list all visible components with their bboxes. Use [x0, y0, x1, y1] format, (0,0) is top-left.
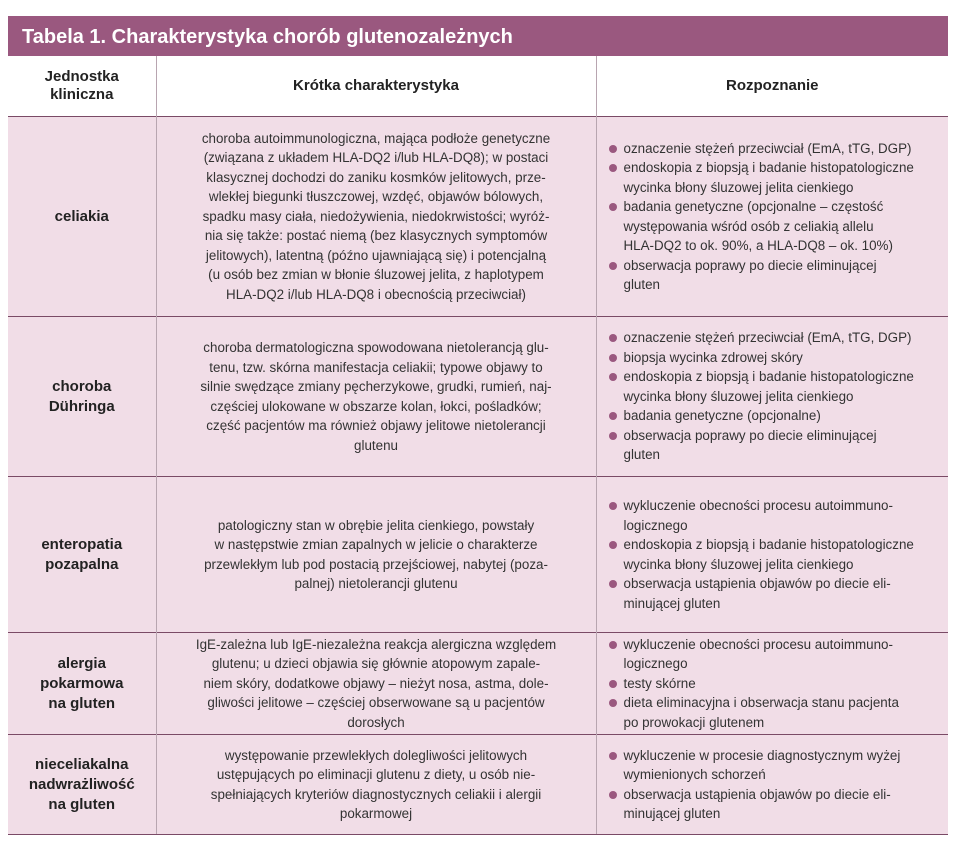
- bullet-icon: [609, 541, 617, 549]
- bullet-icon: [609, 752, 617, 760]
- diagnosis-list: [609, 746, 939, 824]
- description-line: choroba autoimmunologiczna, mająca podłoże genetyczne: [201, 130, 551, 146]
- diagnosis-line: gluten: [623, 277, 660, 292]
- unit-line: na gluten: [48, 694, 116, 712]
- bullet-icon: [609, 699, 617, 707]
- diagnosis-item: [609, 197, 939, 256]
- disease-table: [8, 56, 948, 835]
- diagnosis-line: oznaczenie stężeń przeciwciał (EmA, tTG, DGP): [623, 330, 912, 346]
- description-line: spadku masy ciała, niedożywienia, niedokrwistości; wyróż-: [202, 208, 550, 224]
- unit-cell: [8, 117, 156, 317]
- description-line: gliwości jelitowe – częściej obserwowane są u pacjentów: [207, 695, 545, 711]
- bullet-icon: [609, 145, 617, 153]
- unit-line: alergia: [57, 654, 106, 672]
- diagnosis-line: badania genetyczne (opcjonalne – częstość: [623, 199, 884, 214]
- diagnosis-item: [609, 746, 939, 785]
- diagnosis-item: [609, 256, 939, 295]
- diagnosis-item: [609, 496, 939, 535]
- description-line: klasycznej dochodzi do zaniku kosmków jelitowych, prze-: [206, 169, 546, 185]
- bullet-icon: [609, 334, 617, 342]
- diagnosis-line: logicznego: [623, 656, 688, 672]
- unit-line: nieceliakalna: [35, 755, 129, 773]
- diagnosis-line: oznaczenie stężeń przeciwciał (EmA, tTG, DGP): [623, 140, 912, 156]
- description-line: część pacjentów ma również objawy jelitowe nietolerancji: [206, 418, 546, 433]
- description-line: HLA-DQ2 i/lub HLA-DQ8 i obecnością przeciwciał): [226, 286, 526, 302]
- unit-line: Dühringa: [48, 397, 115, 415]
- diagnosis-item: [609, 674, 939, 694]
- diagnosis-line: wymienionych schorzeń: [623, 767, 766, 782]
- description-cell: [156, 317, 596, 477]
- diagnosis-item: [609, 693, 939, 732]
- description-line: spełniających kryteriów diagnostycznych celiakii i alergii: [210, 786, 542, 802]
- unit-line: choroba: [52, 377, 112, 395]
- description-line: glutenu: [354, 437, 398, 453]
- diagnosis-line: po prowokacji glutenem: [623, 714, 765, 730]
- diagnosis-item: [609, 406, 939, 426]
- diagnosis-line: obserwacja poprawy po diecie eliminującej: [623, 257, 877, 273]
- table-row: [8, 117, 948, 317]
- bullet-icon: [609, 262, 617, 270]
- description-line: patologiczny stan w obrębie jelita cienkiego, powstały: [217, 517, 535, 533]
- description-line: ustępujących po eliminacji glutenu z diety, u osób nie-: [216, 767, 536, 782]
- bullet-icon: [609, 373, 617, 381]
- diagnosis-line: obserwacja poprawy po diecie eliminującej: [623, 427, 877, 443]
- header-diagnosis: Rozpoznanie: [596, 56, 948, 117]
- bullet-icon: [609, 164, 617, 172]
- unit-cell: [8, 477, 156, 633]
- description-line: IgE-zależna lub IgE-niezależna reakcja alergiczna względem: [195, 636, 557, 652]
- bullet-icon: [609, 502, 617, 510]
- diagnosis-item: [609, 785, 939, 824]
- description-cell: [156, 633, 596, 735]
- description-line: nia się także: postać niemą (bez klasycznych symptomów: [204, 228, 548, 244]
- bullet-icon: [609, 580, 617, 588]
- bullet-icon: [609, 641, 617, 649]
- diagnosis-list: [609, 496, 939, 613]
- unit-line: nadwrażliwość: [28, 775, 135, 793]
- diagnosis-line: wycinka błony śluzowej jelita cienkiego: [623, 179, 854, 195]
- table-container: [8, 16, 948, 835]
- diagnosis-line: biopsja wycinka zdrowej skóry: [623, 349, 803, 365]
- description-cell: [156, 735, 596, 835]
- description-line: glutenu; u dzieci objawia się głównie atopowym zapale-: [211, 656, 541, 672]
- table-title: Tabela 1. Charakterystyka chorób glutenozależnych: [8, 16, 948, 56]
- diagnosis-line: endoskopia z biopsją i badanie histopatologiczne: [623, 369, 914, 385]
- diagnosis-line: dieta eliminacyjna i obserwacja stanu pacjenta: [623, 695, 899, 711]
- description-line: tenu, tzw. skórna manifestacja celiakii; typowe objawy to: [209, 359, 543, 375]
- description-line: dorosłych: [347, 714, 405, 730]
- diagnosis-list: [609, 328, 939, 465]
- diagnosis-line: obserwacja ustąpienia objawów po diecie eli-: [623, 576, 891, 591]
- bullet-icon: [609, 680, 617, 688]
- diagnosis-line: logicznego: [623, 517, 688, 533]
- bullet-icon: [609, 432, 617, 440]
- unit-line: pozapalna: [45, 555, 119, 573]
- description-line: wlekłej biegunki tłuszczowej, wzdęć, objawów bólowych,: [208, 189, 544, 205]
- description-line: niem skóry, dodatkowe objawy – nieżyt nosa, astma, dole-: [203, 675, 549, 691]
- bullet-icon: [609, 412, 617, 420]
- description-line: (związana z układem HLA-DQ2 i/lub HLA-DQ8); w postaci: [203, 150, 549, 166]
- description-line: (u osób bez zmian w błonie śluzowej jelita, z haplotypem: [208, 267, 544, 283]
- bullet-icon: [609, 203, 617, 211]
- diagnosis-line: badania genetyczne (opcjonalne): [623, 408, 821, 424]
- description-line: przewlekłym lub pod postacią przejściowej, nabytej (poza-: [204, 556, 548, 572]
- diagnosis-line: gluten: [623, 447, 660, 463]
- diagnosis-item: [609, 367, 939, 406]
- description-cell: [156, 477, 596, 633]
- diagnosis-cell: [596, 735, 948, 835]
- description-line: silnie swędzące zmiany pęcherzykowe, grudki, rumień, naj-: [200, 379, 552, 394]
- header-unit: [8, 56, 156, 117]
- diagnosis-item: [609, 426, 939, 465]
- diagnosis-line: HLA-DQ2 to ok. 90%, a HLA-DQ8 – ok. 10%): [623, 238, 893, 253]
- description-line: jelitowych), latentną (późno ujawniającą się) i potencjalną: [205, 247, 547, 263]
- description-line: w następstwie zmian zapalnych w jelicie o charakterze: [214, 537, 538, 552]
- unit-line: na gluten: [48, 795, 116, 813]
- diagnosis-item: [609, 348, 939, 368]
- header-unit-line: kliniczna: [50, 86, 114, 103]
- table-body: [8, 117, 948, 835]
- description-line: występowanie przewlekłych dolegliwości jelitowych: [224, 747, 528, 763]
- description-line: palnej) nietolerancji glutenu: [294, 576, 458, 591]
- diagnosis-cell: [596, 633, 948, 735]
- header-unit-line: Jednostka: [44, 68, 119, 85]
- unit-cell: [8, 735, 156, 835]
- unit-cell: [8, 633, 156, 735]
- diagnosis-line: minującej gluten: [623, 595, 721, 611]
- diagnosis-line: endoskopia z biopsją i badanie histopatologiczne: [623, 537, 914, 552]
- table-row: [8, 477, 948, 633]
- diagnosis-item: [609, 574, 939, 613]
- diagnosis-line: wycinka błony śluzowej jelita cienkiego: [623, 556, 854, 572]
- header-row: [8, 56, 948, 117]
- diagnosis-cell: [596, 117, 948, 317]
- bullet-icon: [609, 354, 617, 362]
- description-line: choroba dermatologiczna spowodowana nietolerancją glu-: [203, 340, 549, 355]
- diagnosis-item: [609, 139, 939, 159]
- table-row: [8, 735, 948, 835]
- diagnosis-line: testy skórne: [623, 675, 696, 691]
- diagnosis-line: wykluczenie w procesie diagnostycznym wyżej: [623, 747, 901, 763]
- table-row: [8, 633, 948, 735]
- diagnosis-item: [609, 328, 939, 348]
- diagnosis-list: [609, 635, 939, 733]
- diagnosis-cell: [596, 477, 948, 633]
- diagnosis-line: występowania wśród osób z celiakią allelu: [623, 218, 874, 234]
- diagnosis-item: [609, 535, 939, 574]
- unit-cell: [8, 317, 156, 477]
- diagnosis-cell: [596, 317, 948, 477]
- table-row: [8, 317, 948, 477]
- header-description: Krótka charakterystyka: [156, 56, 596, 117]
- description-cell: [156, 117, 596, 317]
- diagnosis-item: [609, 158, 939, 197]
- description-line: pokarmowej: [339, 806, 413, 821]
- diagnosis-line: obserwacja ustąpienia objawów po diecie eli-: [623, 786, 891, 802]
- diagnosis-line: wycinka błony śluzowej jelita cienkiego: [623, 388, 854, 404]
- diagnosis-list: [609, 139, 939, 295]
- diagnosis-line: endoskopia z biopsją i badanie histopatologiczne: [623, 160, 914, 175]
- unit-line: pokarmowa: [40, 674, 124, 692]
- diagnosis-line: minującej gluten: [623, 806, 721, 821]
- bullet-icon: [609, 791, 617, 799]
- unit-line: celiakia: [54, 207, 109, 225]
- description-line: częściej ulokowane w obszarze kolan, łokci, pośladków;: [210, 398, 542, 414]
- diagnosis-line: wykluczenie obecności procesu autoimmuno-: [623, 498, 893, 513]
- diagnosis-line: wykluczenie obecności procesu autoimmuno-: [623, 636, 893, 652]
- diagnosis-item: [609, 635, 939, 674]
- unit-line: enteropatia: [41, 535, 123, 553]
